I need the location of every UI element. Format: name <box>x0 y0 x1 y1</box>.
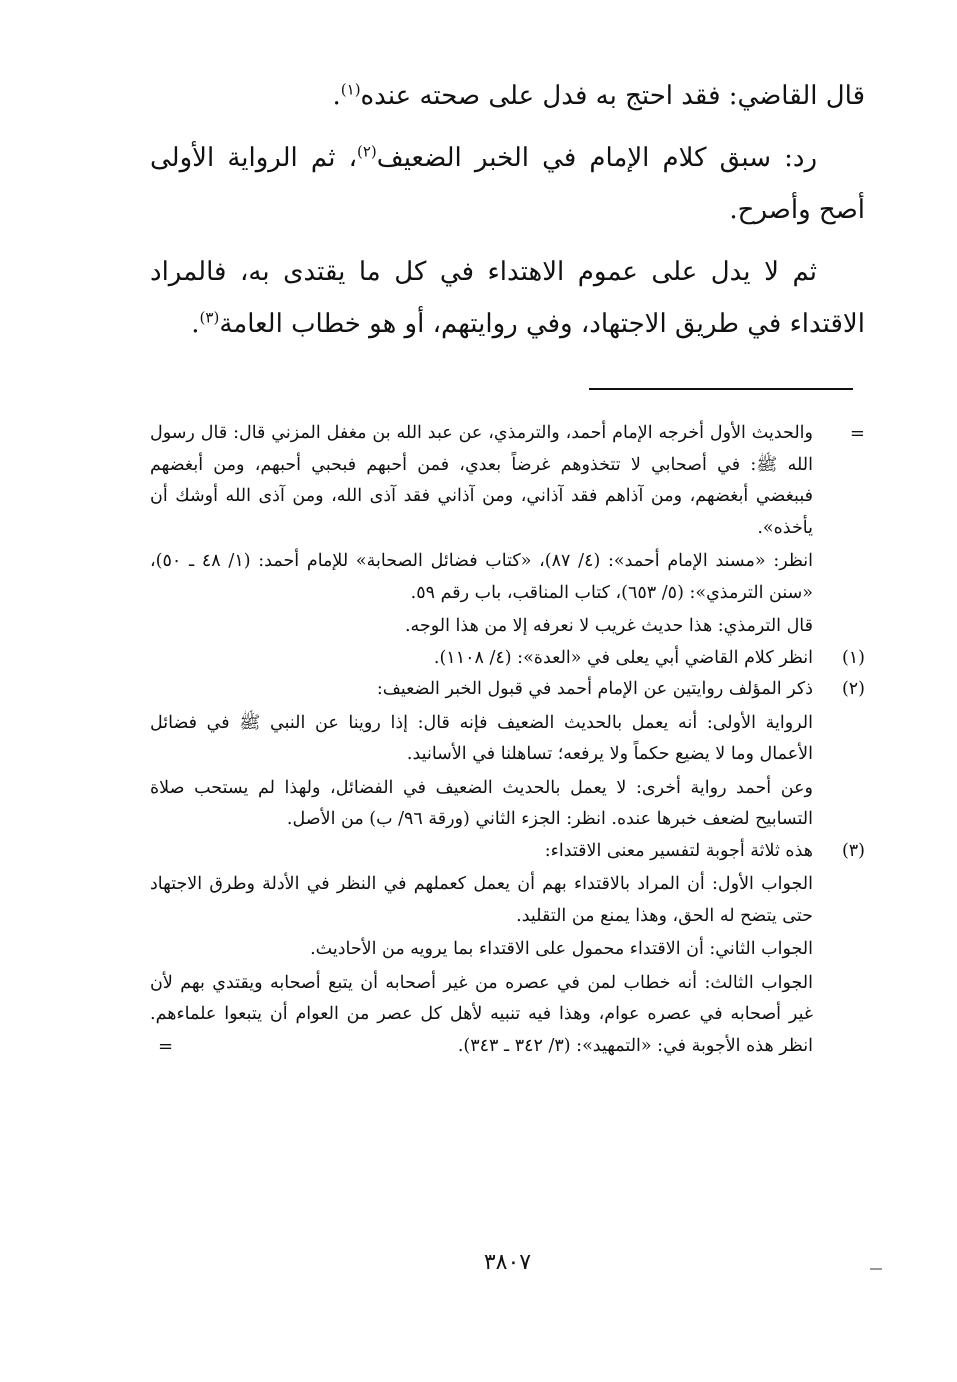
main-paragraph <box>150 132 865 236</box>
footnote-3 <box>150 836 865 1063</box>
footnote-paragraph: هذه ثلاثة أجوبة لتفسير معنى الاقتداء: <box>544 840 813 861</box>
continuation-end-mark: = <box>158 1035 174 1057</box>
footnotes <box>150 418 865 1062</box>
paragraph-tail: . <box>332 81 341 111</box>
footnote-paragraph: ذكر المؤلف روايتين عن الإمام أحمد في قبول الخبر الضعيف: <box>376 679 813 699</box>
paragraph-tail: . <box>191 309 200 339</box>
footnote-paragraph: قال الترمذي: هذا حديث غريب لا نعرفه إلا من هذا الوجه. <box>404 616 813 636</box>
footnote-ref[interactable]: (٢) <box>357 142 377 161</box>
main-paragraph <box>150 246 865 350</box>
footnote-2 <box>150 674 865 836</box>
footnote-ref[interactable]: (١) <box>340 80 361 99</box>
footnote-paragraph: والحديث الأول أخرجه الإمام أحمد، والترمذي، عن عبد الله بن مغفل المزني قال: قال رسول الله ﷺ: في أصحابي لا تتخذوهم غرضاً بعدي، فمن أحبهم فبحبي أحبهم، ومن أبغضهم فببغضي أبغضهم، ومن آذاهم فقد آذاني، ومن آذاني فقد آذى الله، ومن آذى الله أوشك أن يأخذه». <box>150 423 813 538</box>
footnote-paragraph: وعن أحمد رواية أخرى: لا يعمل بالحديث الضعيف في الفضائل، ولهذا لم يستحب صلاة التسابيح لضعف خبرها عنده. انظر: الجزء الثاني (ورقة ٩٦/ ب) من الأصل. <box>150 777 813 829</box>
book-page <box>150 70 865 1310</box>
footnote-continuation <box>150 418 865 643</box>
footnote-number: (١) <box>841 647 865 668</box>
footnote-paragraph: الرواية الأولى: أنه يعمل بالحديث الضعيف فإنه قال: إذا روينا عن النبي ﷺ في فضائل الأعمال وما لا يضيع حكماً ولا يرفعه؛ تساهلنا في الأسانيد. <box>150 712 813 764</box>
paragraph-text: قال القاضي: فقد احتج به فدل على صحته عنده <box>360 81 865 111</box>
footnote-paragraph: انظر: «مسند الإمام أحمد»: (٤/ ٨٧)، «كتاب فضائل الصحابة» للإمام أحمد: (١/ ٤٨ ـ ٥٠)، «سنن الترمذي»: (٥/ ٦٥٣)، كتاب المناقب، باب رقم ٥٩. <box>150 551 813 603</box>
footnote-number: (٢) <box>841 679 865 699</box>
main-paragraph <box>150 70 865 122</box>
footnote-1 <box>150 643 865 675</box>
page-number: ٣٨٠٧ <box>483 1250 532 1275</box>
paragraph-tail: ، ثم الرواية الأولى أصح وأصرح. <box>150 143 865 225</box>
footnote-paragraph: الجواب الثاني: أن الاقتداء محمول على الاقتداء بما يرويه من الأحاديث. <box>310 939 813 959</box>
paragraph-text: ثم لا يدل على عموم الاهتداء في كل ما يقتدى به، فالمراد الاقتداء في طريق الاجتهاد، وفي روايتهم، أو هو خطاب العامة <box>150 257 865 339</box>
footnote-paragraph: الجواب الأول: أن المراد بالاقتداء بهم أن يعمل كعملهم في النظر في الأدلة وطرق الاجتهاد حتى يتضح له الحق، وهذا يمنع من التقليد. <box>150 874 813 926</box>
footnote-paragraph: الجواب الثالث: أنه خطاب لمن في عصره من غير أصحابه أن يتبع أصحابه ويقتدي بهم لأن غير أصحابه في عصره عوام، وهذا فيه تنبيه لأهل كل عصر من العوام أن يتبعوا علماءهم. انظر هذه الأجوبة في: «التمهيد»: (٣/ ٣٤٢ ـ ٣٤٣). <box>150 972 813 1056</box>
footnote-separator <box>589 388 853 390</box>
scan-mark <box>870 1268 882 1270</box>
paragraph-text: رد: سبق كلام الإمام في الخبر الضعيف <box>376 143 818 173</box>
footnote-number: (٣) <box>841 840 865 861</box>
footnote-paragraph: انظر كلام القاضي أبي يعلى في «العدة»: (٤/ ١١٠٨). <box>433 647 813 668</box>
footnote-ref[interactable]: (٣) <box>199 308 220 327</box>
main-text <box>150 70 865 360</box>
continuation-mark: = <box>849 423 865 444</box>
